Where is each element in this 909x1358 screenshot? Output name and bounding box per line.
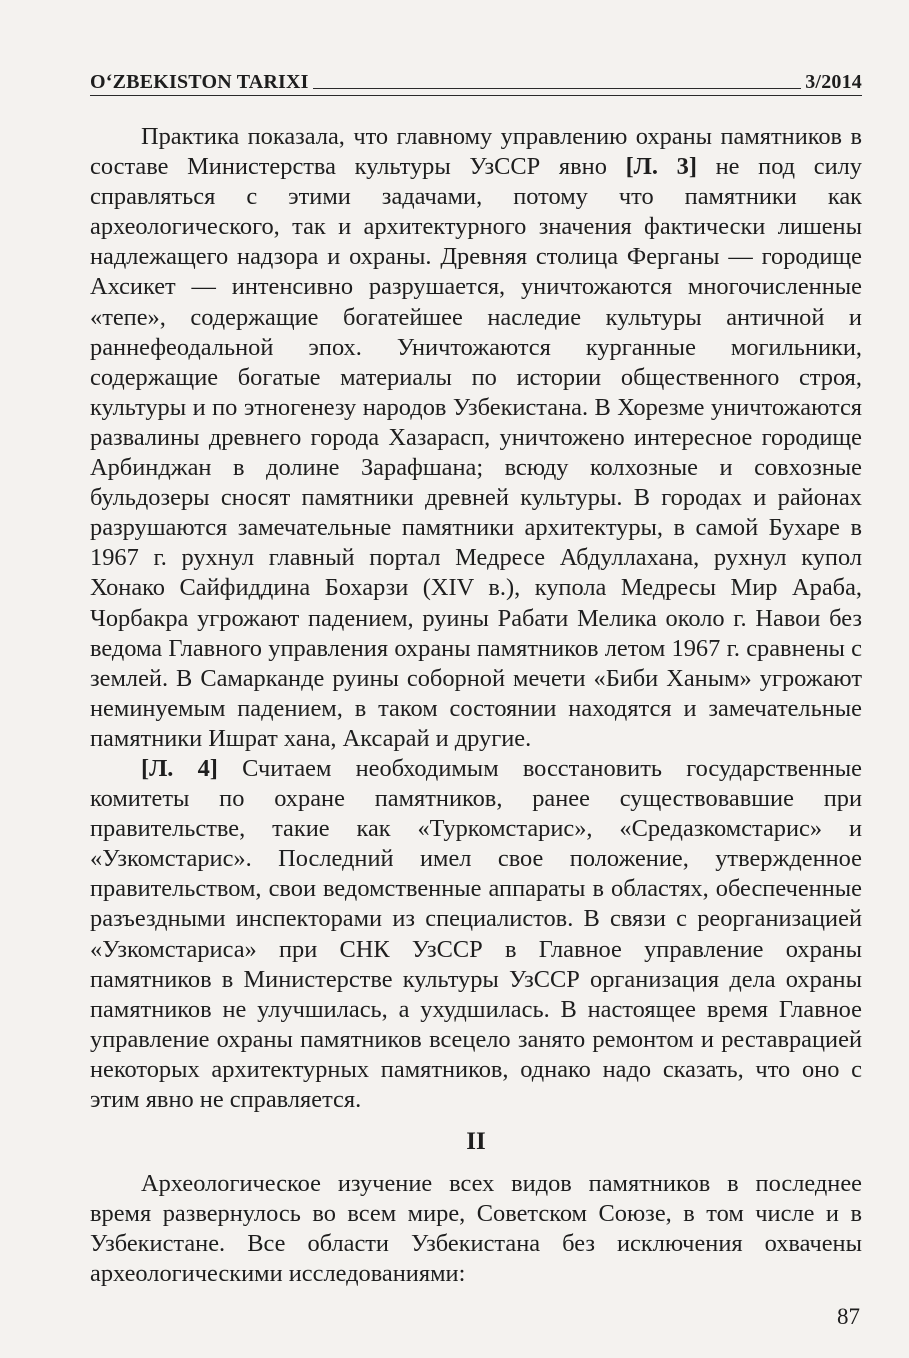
journal-title: O‘ZBEKISTON TARIXI [90,71,309,93]
paragraph-1-text: не под силу справляться с этими задачами, потому что памятники как археологического, так и архитектурного значения фактически лишены надлежащего надзора и охраны. Древняя столица Ферганы — городище Ахсикет — интенсивно разрушается, уничтожаются многочисленные «тепе», содержащие богатейшее наследие культуры античной и раннефеодальной эпох. Уничтожаются курганные могильники, содержащие богатые материалы по истории общественного строя, культуры и по этногенезу народов Узбекистана. В Хорезме уничтожаются развалины древнего города Хазарасп, уничтожено интересное городище Арбинджан в долине Зарафшана; всюду колхозные и совхозные бульдозеры сносят памятники древней культуры. В городах и районах разрушаются замечательные памятники архитектуры, в самой Бухаре в 1967 г. рухнул главный портал Медресе Абдуллахана, рухнул купол Хонако Сайфиддина Бохарзи (XIV в.), купола Медресы Мир Араба, Чорбакра угрожают падением, руины Рабати Мелика около г. Навои без ведома Главного управления охраны памятников летом 1967 г. сравнены с землей. В Самарканде руины соборной мечети «Биби Ханым» угрожают неминуемым падением, в таком состоянии находятся и замечательные памятники Ишрат хана, Аксарай и другие. [90,153,863,752]
page-number: 87 [837,1304,860,1329]
article-body [90,122,862,1289]
paragraph-3: Археологическое изучение всех видов памятников в последнее время развернулось во всем мире, Советском Союзе, в том числе и в Узбекистане. Все области Узбекистана без исключения охвачены археологическими исследованиями: [90,1170,862,1288]
paragraph-2-text: Считаем необходимым восстановить государственные комитеты по охране памятников, ранее существовавшие при правительстве, такие как «Туркомстарис», «Средазкомстарис» и «Узкомстарис». Последний имел свое положение, утвержденное правительством, свои ведомственные аппараты в областях, обеспеченные разъездными инспекторами из специалистов. В связи с реорганизацией «Узкомстариса» при СНК УзССР в Главное управление охраны памятников в Министерстве культуры УзССР организация дела охраны памятников не улучшилась, а ухудшилась. В настоящее время Главное управление охраны памятников всецело занято ремонтом и реставрацией некоторых архитектурных памятников, однако надо сказать, что оно с этим явно не справляется. [90,754,862,1113]
paragraph-1-lead: Практика показала, что главному управлению охраны памятников в составе Министерства культуры УзССР явно [90,123,862,181]
section-heading: II [466,1128,486,1156]
paragraph-1 [90,122,862,754]
archive-sheet-ref-4: [Л. 4] [141,754,218,782]
header-divider [90,95,862,96]
issue-number: 3/2014 [805,71,862,93]
header-rule [313,88,802,89]
archive-sheet-ref-3: [Л. 3] [625,153,697,181]
running-header [90,64,862,94]
paragraph-2 [90,754,862,1115]
